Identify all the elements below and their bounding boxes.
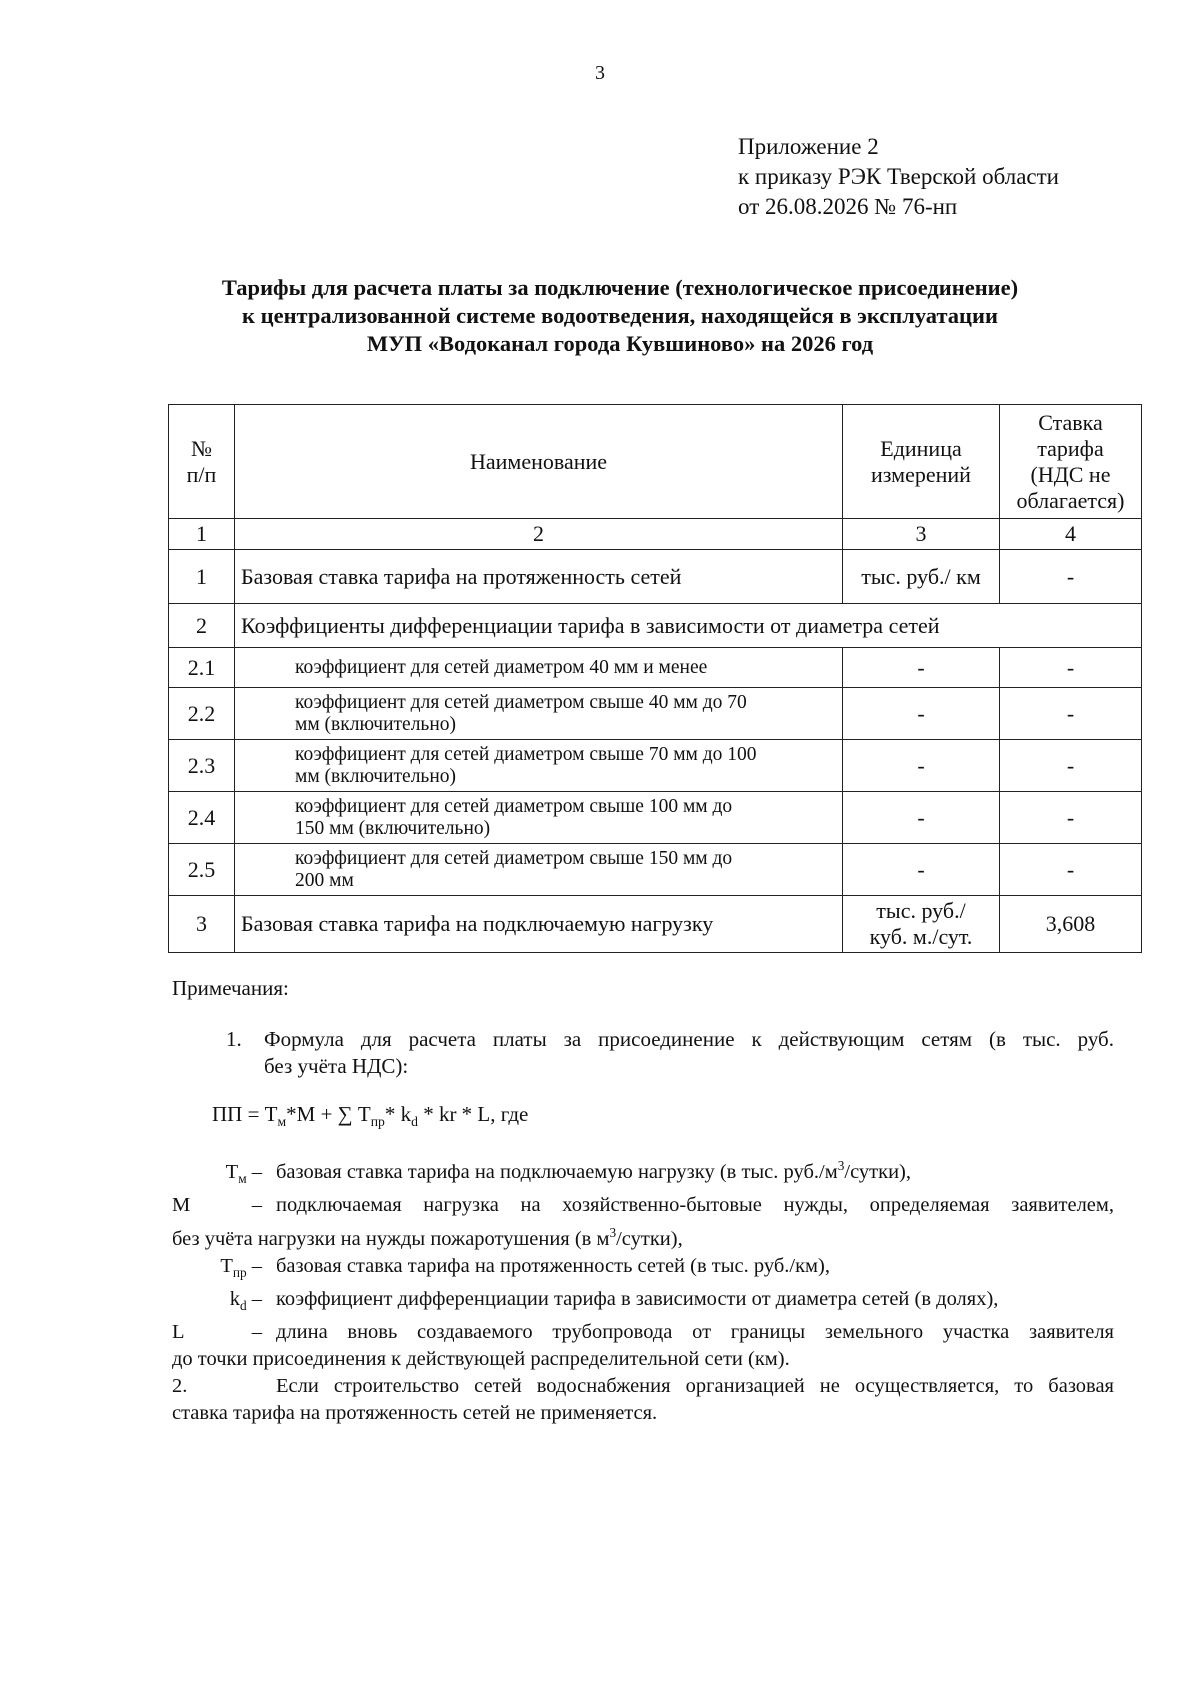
row-num: 3	[169, 896, 235, 953]
table-row	[169, 688, 1142, 740]
header-rate-line4: облагается)	[1016, 487, 1125, 513]
row-name: Коэффициенты дифференциации тарифа в зависимости от диаметра сетей	[235, 604, 1142, 648]
symbol-dash: –	[246, 1287, 262, 1310]
formula-part: * k	[384, 1102, 412, 1126]
row-name	[235, 792, 843, 844]
row-unit: -	[843, 792, 1000, 844]
header-num	[169, 405, 235, 519]
note-1-number: 1.	[226, 1027, 242, 1051]
row-name-line1: коэффициент для сетей диаметром свыше 150 мм до	[295, 847, 733, 869]
appendix-line-2: к приказу РЭК Тверской области	[738, 164, 1059, 189]
row-num: 2.4	[169, 792, 235, 844]
row-unit-line1: тыс. руб./	[876, 898, 966, 923]
formula-sub: пр	[370, 1114, 385, 1130]
row-name-line2: 200 мм	[295, 869, 354, 891]
row-num: 2.2	[169, 688, 235, 740]
row-name: коэффициент для сетей диаметром 40 мм и менее	[235, 648, 843, 688]
header-rate	[1000, 405, 1142, 519]
definitions	[172, 1152, 1114, 1427]
note-2-text: Если строительство сетей водоснабжения организацией не осуществляется, то базовая	[276, 1374, 1114, 1397]
table-row	[169, 844, 1142, 896]
table-row	[169, 740, 1142, 792]
table-row	[169, 550, 1142, 604]
header-rate-line1: Ставка	[1038, 409, 1103, 435]
row-unit: -	[843, 648, 1000, 688]
note-1-line-2: без учёта НДС):	[264, 1054, 409, 1078]
table-row	[169, 792, 1142, 844]
row-name-line1: коэффициент для сетей диаметром свыше 100 мм до	[295, 795, 733, 817]
row-num: 2.3	[169, 740, 235, 792]
note-2-continued: ставка тарифа на протяженность сетей не применяется.	[172, 1401, 658, 1424]
row-unit: -	[843, 740, 1000, 792]
definition-symbol	[172, 1253, 276, 1286]
header-name: Наименование	[235, 405, 843, 519]
note-1-text: Формула для расчета платы за присоединение к действующим сетям (в тыс. руб.	[264, 1027, 1114, 1051]
row-name	[235, 844, 843, 896]
column-number: 4	[1000, 519, 1142, 550]
title-line-3: МУП «Водоканал города Кувшиново» на 2026 год	[366, 331, 874, 356]
document-title	[120, 274, 1120, 358]
row-name-line2: 150 мм (включительно)	[295, 817, 491, 839]
column-number: 2	[235, 519, 843, 550]
table-row	[169, 648, 1142, 688]
note-2	[172, 1373, 1114, 1400]
column-number-row	[169, 519, 1142, 550]
row-unit-line2: куб. м./сут.	[869, 924, 973, 949]
column-number: 1	[169, 519, 235, 550]
row-name	[235, 688, 843, 740]
row-num: 2.1	[169, 648, 235, 688]
definition-l	[172, 1319, 1114, 1346]
definition-kd	[172, 1286, 1114, 1319]
formula	[212, 1102, 528, 1130]
formula-sub: м	[277, 1114, 287, 1130]
header-num-line2: п/п	[186, 461, 217, 487]
definition-symbol	[172, 1159, 276, 1192]
row-unit: тыс. руб./ км	[843, 550, 1000, 604]
symbol-text: Т	[220, 1254, 233, 1277]
row-value: -	[1000, 792, 1142, 844]
header-rate-line2: тарифа	[1037, 435, 1104, 461]
formula-part: * kr * L, где	[417, 1102, 529, 1126]
symbol-sub: м	[238, 1170, 247, 1186]
definition-m	[172, 1192, 1114, 1219]
definition-tm	[172, 1152, 1114, 1192]
definition-m-continued	[172, 1219, 1114, 1253]
definition-text: /сутки),	[844, 1160, 911, 1183]
definition-l-continued: до точки присоединения к действующей распределительной сети (км).	[172, 1347, 790, 1370]
title-line-1: Тарифы для расчета платы за подключение (технологическое присоединение)	[221, 275, 1019, 300]
formula-sub: d	[411, 1114, 418, 1130]
formula-part: ПП = Т	[212, 1102, 278, 1126]
definition-symbol	[172, 1286, 276, 1319]
row-num: 2.5	[169, 844, 235, 896]
definition-text: базовая ставка тарифа на подключаемую нагрузку (в тыс. руб./м	[276, 1160, 838, 1183]
definition-text: базовая ставка тарифа на протяженность сетей (в тыс. руб./км),	[276, 1254, 830, 1277]
header-num-line1: №	[191, 435, 212, 461]
row-value: -	[1000, 648, 1142, 688]
row-name-line2: мм (включительно)	[295, 713, 457, 735]
notes-title: Примечания:	[172, 976, 289, 1000]
row-value: -	[1000, 844, 1142, 896]
row-name	[235, 740, 843, 792]
definition-tpr	[172, 1253, 1114, 1286]
row-unit: -	[843, 688, 1000, 740]
symbol-sub: пр	[232, 1264, 247, 1280]
row-unit	[843, 896, 1000, 953]
header-unit	[843, 405, 1000, 519]
row-name-line1: коэффициент для сетей диаметром свыше 70 мм до 100	[295, 743, 757, 765]
row-value: -	[1000, 550, 1142, 604]
row-name-line1: коэффициент для сетей диаметром свыше 40 мм до 70	[295, 691, 747, 713]
note-2-number: 2.	[172, 1374, 188, 1397]
symbol-sub: d	[239, 1297, 247, 1313]
row-value: -	[1000, 688, 1142, 740]
row-value: -	[1000, 740, 1142, 792]
appendix-block	[738, 132, 1059, 222]
row-name: Базовая ставка тарифа на подключаемую нагрузку	[235, 896, 843, 953]
symbol-text: Т	[225, 1160, 239, 1183]
row-num: 2	[169, 604, 235, 648]
header-rate-line3: (НДС не	[1030, 461, 1111, 487]
note-1	[226, 1026, 1114, 1080]
appendix-line-3: от 26.08.2026 № 76-нп	[738, 194, 958, 219]
definition-symbol: L –	[172, 1320, 262, 1343]
tariff-table	[168, 404, 1142, 953]
table-row	[169, 604, 1142, 648]
symbol-dash: –	[246, 1254, 262, 1277]
definition-symbol: М –	[172, 1193, 262, 1216]
appendix-line-1: Приложение 2	[738, 134, 879, 159]
definition-text: /сутки),	[616, 1227, 683, 1250]
definition-text: подключаемая нагрузка на хозяйственно-бытовые нужды, определяемая заявителем,	[276, 1193, 1114, 1216]
formula-part: *М + ∑ Т	[286, 1102, 371, 1126]
note-1-line-1	[226, 1026, 1114, 1053]
row-unit: -	[843, 844, 1000, 896]
column-number: 3	[843, 519, 1000, 550]
title-line-2: к централизованной системе водоотведения, находящейся в эксплуатации	[242, 303, 998, 328]
page-number: 3	[595, 62, 605, 84]
header-unit-line1: Единица	[880, 435, 962, 461]
header-unit-line2: измерений	[871, 461, 971, 487]
row-name-line2: мм (включительно)	[295, 765, 457, 787]
symbol-text: k	[229, 1287, 240, 1310]
definition-sup: 3	[837, 1158, 845, 1173]
row-value: 3,608	[1000, 896, 1142, 953]
definition-sup: 3	[609, 1224, 617, 1240]
table-row	[169, 896, 1142, 953]
definition-text: без учёта нагрузки на нужды пожаротушения (в м	[172, 1227, 610, 1250]
symbol-dash: –	[246, 1160, 262, 1183]
definition-text: коэффициент дифференциации тарифа в зависимости от диаметра сетей (в долях),	[276, 1287, 999, 1310]
table-header-row	[169, 405, 1142, 519]
row-num: 1	[169, 550, 235, 604]
row-name: Базовая ставка тарифа на протяженность сетей	[235, 550, 843, 604]
definition-text: длина вновь создаваемого трубопровода от границы земельного участка заявителя	[276, 1320, 1114, 1343]
